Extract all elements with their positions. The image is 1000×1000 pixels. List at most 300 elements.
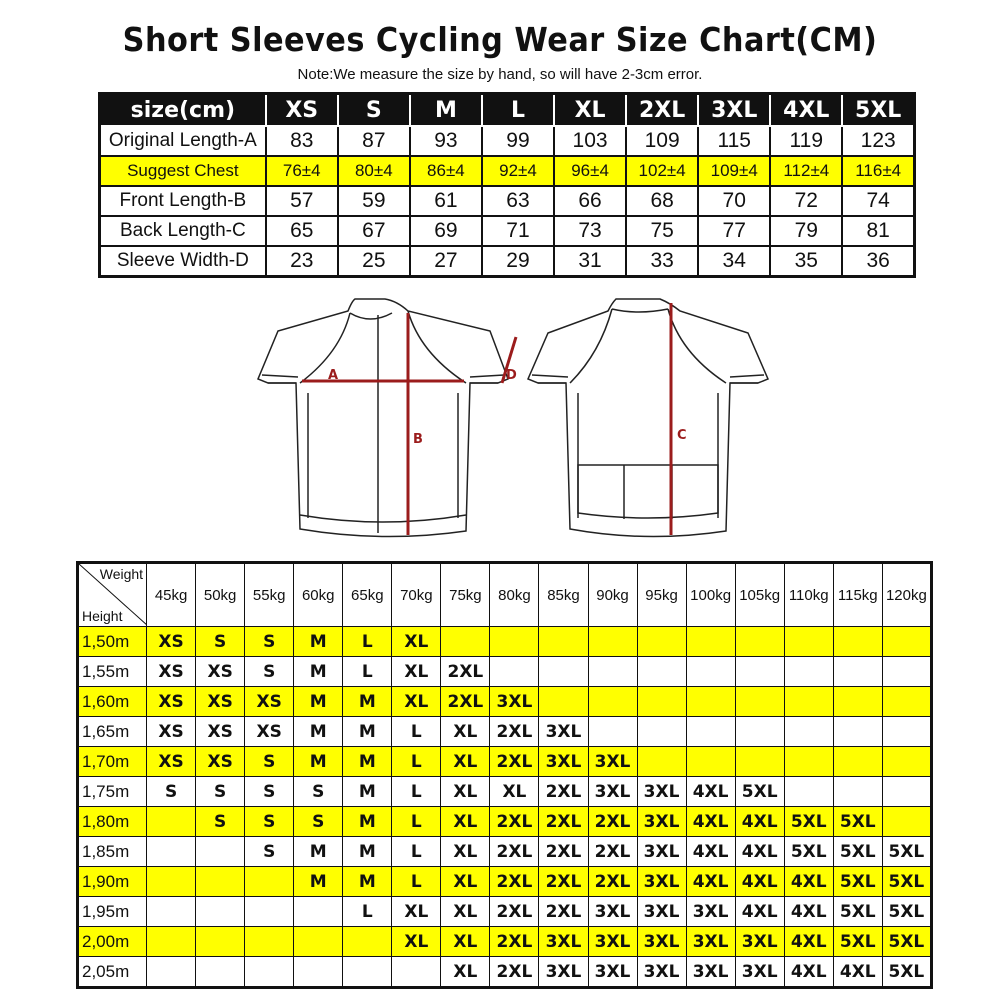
size-recommendation-cell bbox=[588, 657, 637, 687]
size-recommendation-cell: 4XL bbox=[784, 957, 833, 988]
weight-header-cell: 45kg bbox=[147, 563, 196, 627]
measurement-value: 66 bbox=[554, 186, 626, 216]
size-recommendation-cell: 2XL bbox=[490, 747, 539, 777]
size-recommendation-cell bbox=[490, 657, 539, 687]
size-header-cell: XS bbox=[266, 94, 338, 127]
measurement-value: 112±4 bbox=[770, 156, 842, 186]
height-label: 1,50m bbox=[78, 627, 147, 657]
size-recommendation-cell: L bbox=[392, 837, 441, 867]
size-recommendation-cell bbox=[784, 687, 833, 717]
size-recommendation-cell: 5XL bbox=[882, 927, 931, 957]
size-recommendation-cell bbox=[882, 777, 931, 807]
size-recommendation-cell bbox=[686, 627, 735, 657]
size-recommendation-cell: L bbox=[343, 897, 392, 927]
measurement-value: 79 bbox=[770, 216, 842, 246]
size-recommendation-cell: 3XL bbox=[637, 957, 686, 988]
size-recommendation-cell: 3XL bbox=[588, 777, 637, 807]
size-recommendation-cell bbox=[784, 747, 833, 777]
measurement-value: 33 bbox=[626, 246, 698, 277]
weight-header-cell: 85kg bbox=[539, 563, 588, 627]
height-weight-fit-table bbox=[76, 561, 933, 989]
size-recommendation-cell bbox=[637, 747, 686, 777]
size-recommendation-cell: XS bbox=[245, 717, 294, 747]
size-header-label: size(cm) bbox=[100, 94, 266, 127]
front-jersey-outline bbox=[258, 299, 508, 537]
size-recommendation-cell: 2XL bbox=[490, 867, 539, 897]
size-recommendation-cell: M bbox=[343, 837, 392, 867]
measurement-value: 123 bbox=[842, 126, 914, 156]
size-recommendation-cell bbox=[147, 897, 196, 927]
size-recommendation-cell: 3XL bbox=[588, 957, 637, 988]
size-recommendation-cell bbox=[882, 807, 931, 837]
size-recommendation-cell: 4XL bbox=[686, 867, 735, 897]
measurement-value: 29 bbox=[482, 246, 554, 277]
height-label: 1,85m bbox=[78, 837, 147, 867]
measurement-value: 63 bbox=[482, 186, 554, 216]
size-recommendation-cell: XS bbox=[245, 687, 294, 717]
measurement-label: Original Length-A bbox=[100, 126, 266, 156]
size-recommendation-cell: 2XL bbox=[490, 927, 539, 957]
size-recommendation-cell: 4XL bbox=[784, 867, 833, 897]
size-measurement-table bbox=[98, 92, 916, 278]
size-recommendation-cell: XL bbox=[490, 777, 539, 807]
size-recommendation-cell: 5XL bbox=[784, 837, 833, 867]
weight-header-cell: 95kg bbox=[637, 563, 686, 627]
size-recommendation-cell: 3XL bbox=[686, 957, 735, 988]
chart-title: Short Sleeves Cycling Wear Size Chart(CM) bbox=[122, 20, 878, 59]
size-recommendation-cell: XL bbox=[441, 927, 490, 957]
size-recommendation-cell: 2XL bbox=[539, 777, 588, 807]
weight-header-cell: 75kg bbox=[441, 563, 490, 627]
measurement-note: Note:We measure the size by hand, so will have 2-3cm error. bbox=[297, 66, 703, 83]
fit-table-row bbox=[78, 717, 932, 747]
size-recommendation-cell bbox=[735, 747, 784, 777]
measurement-value: 109 bbox=[626, 126, 698, 156]
size-recommendation-cell bbox=[882, 687, 931, 717]
size-recommendation-cell: 2XL bbox=[588, 867, 637, 897]
size-recommendation-cell: S bbox=[245, 777, 294, 807]
size-recommendation-cell: 2XL bbox=[539, 837, 588, 867]
size-recommendation-cell: 2XL bbox=[490, 957, 539, 988]
size-recommendation-cell bbox=[294, 927, 343, 957]
size-recommendation-cell: S bbox=[147, 777, 196, 807]
size-recommendation-cell: 2XL bbox=[539, 807, 588, 837]
size-table-header bbox=[100, 94, 915, 127]
size-recommendation-cell: XL bbox=[392, 897, 441, 927]
measurement-value: 92±4 bbox=[482, 156, 554, 186]
measurement-value: 23 bbox=[266, 246, 338, 277]
size-recommendation-cell: M bbox=[343, 717, 392, 747]
measurement-value: 83 bbox=[266, 126, 338, 156]
fit-table-row bbox=[78, 657, 932, 687]
size-recommendation-cell bbox=[637, 687, 686, 717]
size-recommendation-cell bbox=[784, 777, 833, 807]
measurement-value: 35 bbox=[770, 246, 842, 277]
weight-header-cell: 120kg bbox=[882, 563, 931, 627]
size-recommendation-cell bbox=[245, 957, 294, 988]
size-recommendation-cell: 5XL bbox=[882, 957, 931, 988]
size-header-cell: 5XL bbox=[842, 94, 914, 127]
fit-table-row bbox=[78, 777, 932, 807]
size-recommendation-cell: 2XL bbox=[588, 837, 637, 867]
size-recommendation-cell: XS bbox=[196, 687, 245, 717]
size-recommendation-cell: L bbox=[392, 807, 441, 837]
size-recommendation-cell bbox=[637, 627, 686, 657]
fit-table-row bbox=[78, 687, 932, 717]
size-recommendation-cell: S bbox=[245, 807, 294, 837]
size-recommendation-cell bbox=[882, 657, 931, 687]
size-header-cell: M bbox=[410, 94, 482, 127]
measurement-value: 99 bbox=[482, 126, 554, 156]
size-table-row bbox=[100, 156, 915, 186]
measurement-value: 86±4 bbox=[410, 156, 482, 186]
size-recommendation-cell bbox=[392, 957, 441, 988]
height-axis-label: Height bbox=[82, 608, 123, 624]
size-recommendation-cell bbox=[196, 957, 245, 988]
size-recommendation-cell: 2XL bbox=[441, 687, 490, 717]
size-recommendation-cell: XL bbox=[441, 957, 490, 988]
label-b: B bbox=[413, 432, 423, 447]
size-recommendation-cell: 3XL bbox=[637, 837, 686, 867]
weight-header-cell: 80kg bbox=[490, 563, 539, 627]
size-recommendation-cell: XL bbox=[392, 627, 441, 657]
size-recommendation-cell: 2XL bbox=[588, 807, 637, 837]
label-c: C bbox=[677, 428, 687, 443]
size-recommendation-cell: 5XL bbox=[833, 807, 882, 837]
size-recommendation-cell bbox=[196, 927, 245, 957]
measurement-value: 115 bbox=[698, 126, 770, 156]
size-recommendation-cell bbox=[245, 867, 294, 897]
height-label: 1,95m bbox=[78, 897, 147, 927]
size-recommendation-cell: 4XL bbox=[686, 777, 735, 807]
height-label: 2,00m bbox=[78, 927, 147, 957]
size-recommendation-cell bbox=[784, 717, 833, 747]
size-recommendation-cell: 2XL bbox=[539, 867, 588, 897]
size-recommendation-cell: 5XL bbox=[833, 867, 882, 897]
measurement-value: 71 bbox=[482, 216, 554, 246]
size-recommendation-cell: 3XL bbox=[539, 957, 588, 988]
measurement-value: 59 bbox=[338, 186, 410, 216]
fit-table-row bbox=[78, 927, 932, 957]
size-recommendation-cell: L bbox=[392, 777, 441, 807]
fit-table-row bbox=[78, 837, 932, 867]
size-recommendation-cell: M bbox=[294, 687, 343, 717]
size-recommendation-cell: M bbox=[294, 627, 343, 657]
measurement-value: 68 bbox=[626, 186, 698, 216]
measurement-value: 73 bbox=[554, 216, 626, 246]
size-recommendation-cell: 3XL bbox=[539, 717, 588, 747]
measurement-value: 77 bbox=[698, 216, 770, 246]
size-header-cell: S bbox=[338, 94, 410, 127]
size-recommendation-cell: S bbox=[245, 747, 294, 777]
size-recommendation-cell: XL bbox=[441, 837, 490, 867]
size-recommendation-cell: 4XL bbox=[735, 837, 784, 867]
measurement-value: 116±4 bbox=[842, 156, 914, 186]
size-recommendation-cell bbox=[245, 927, 294, 957]
size-recommendation-cell: 5XL bbox=[833, 897, 882, 927]
back-jersey-outline bbox=[528, 299, 768, 537]
size-recommendation-cell bbox=[147, 837, 196, 867]
measurement-value: 75 bbox=[626, 216, 698, 246]
size-recommendation-cell bbox=[637, 657, 686, 687]
size-recommendation-cell: S bbox=[245, 837, 294, 867]
size-recommendation-cell: 2XL bbox=[490, 897, 539, 927]
size-recommendation-cell: XS bbox=[147, 747, 196, 777]
size-recommendation-cell bbox=[490, 627, 539, 657]
size-recommendation-cell: XS bbox=[147, 717, 196, 747]
size-recommendation-cell: 3XL bbox=[490, 687, 539, 717]
size-recommendation-cell bbox=[882, 717, 931, 747]
size-recommendation-cell: 3XL bbox=[686, 927, 735, 957]
size-recommendation-cell bbox=[196, 867, 245, 897]
size-recommendation-cell bbox=[147, 957, 196, 988]
jersey-diagram bbox=[240, 293, 780, 543]
size-recommendation-cell: 4XL bbox=[686, 807, 735, 837]
size-recommendation-cell: S bbox=[245, 657, 294, 687]
size-recommendation-cell: 5XL bbox=[882, 837, 931, 867]
weight-header-cell: 55kg bbox=[245, 563, 294, 627]
fit-table-row bbox=[78, 867, 932, 897]
size-recommendation-cell bbox=[833, 687, 882, 717]
size-recommendation-cell: 4XL bbox=[686, 837, 735, 867]
size-recommendation-cell: S bbox=[196, 777, 245, 807]
size-recommendation-cell: 5XL bbox=[784, 807, 833, 837]
size-recommendation-cell: 3XL bbox=[735, 957, 784, 988]
label-a: A bbox=[328, 368, 339, 383]
fit-table-row bbox=[78, 807, 932, 837]
measurement-value: 87 bbox=[338, 126, 410, 156]
size-recommendation-cell bbox=[343, 927, 392, 957]
fit-table-row bbox=[78, 957, 932, 988]
measurement-value: 72 bbox=[770, 186, 842, 216]
measurement-value: 93 bbox=[410, 126, 482, 156]
size-recommendation-cell bbox=[147, 807, 196, 837]
size-recommendation-cell: 3XL bbox=[539, 747, 588, 777]
measurement-value: 74 bbox=[842, 186, 914, 216]
measurement-value: 70 bbox=[698, 186, 770, 216]
weight-header-cell: 100kg bbox=[686, 563, 735, 627]
height-label: 1,70m bbox=[78, 747, 147, 777]
size-recommendation-cell: 5XL bbox=[735, 777, 784, 807]
size-recommendation-cell bbox=[735, 657, 784, 687]
size-recommendation-cell: 3XL bbox=[588, 927, 637, 957]
size-recommendation-cell: XL bbox=[441, 807, 490, 837]
size-recommendation-cell: S bbox=[196, 807, 245, 837]
size-recommendation-cell: M bbox=[294, 867, 343, 897]
size-recommendation-cell bbox=[882, 627, 931, 657]
size-table-row bbox=[100, 126, 915, 156]
weight-header-row bbox=[78, 563, 932, 627]
size-recommendation-cell bbox=[294, 957, 343, 988]
size-recommendation-cell: 3XL bbox=[637, 777, 686, 807]
size-recommendation-cell: 3XL bbox=[686, 897, 735, 927]
size-recommendation-cell: S bbox=[294, 777, 343, 807]
size-recommendation-cell bbox=[147, 867, 196, 897]
size-recommendation-cell: L bbox=[392, 717, 441, 747]
measurement-value: 103 bbox=[554, 126, 626, 156]
size-recommendation-cell: 4XL bbox=[784, 927, 833, 957]
size-recommendation-cell: 2XL bbox=[539, 897, 588, 927]
weight-header-cell: 105kg bbox=[735, 563, 784, 627]
size-recommendation-cell bbox=[588, 717, 637, 747]
size-recommendation-cell: 5XL bbox=[882, 867, 931, 897]
size-recommendation-cell: XS bbox=[147, 627, 196, 657]
size-recommendation-cell: XL bbox=[392, 927, 441, 957]
size-recommendation-cell bbox=[147, 927, 196, 957]
size-recommendation-cell: 3XL bbox=[539, 927, 588, 957]
measurement-value: 25 bbox=[338, 246, 410, 277]
weight-header-cell: 115kg bbox=[833, 563, 882, 627]
size-recommendation-cell bbox=[833, 717, 882, 747]
measurement-label: Back Length-C bbox=[100, 216, 266, 246]
size-recommendation-cell: M bbox=[343, 777, 392, 807]
size-recommendation-cell: M bbox=[294, 837, 343, 867]
size-recommendation-cell: S bbox=[294, 807, 343, 837]
size-recommendation-cell: XL bbox=[392, 657, 441, 687]
weight-header-cell: 65kg bbox=[343, 563, 392, 627]
size-recommendation-cell: XL bbox=[441, 747, 490, 777]
size-header-cell: 2XL bbox=[626, 94, 698, 127]
size-recommendation-cell: 3XL bbox=[637, 867, 686, 897]
size-recommendation-cell: L bbox=[392, 747, 441, 777]
size-recommendation-cell: 4XL bbox=[833, 957, 882, 988]
measurement-value: 31 bbox=[554, 246, 626, 277]
size-recommendation-cell bbox=[294, 897, 343, 927]
fit-table-row bbox=[78, 747, 932, 777]
height-label: 1,55m bbox=[78, 657, 147, 687]
measurement-value: 109±4 bbox=[698, 156, 770, 186]
size-recommendation-cell bbox=[588, 627, 637, 657]
measurement-value: 119 bbox=[770, 126, 842, 156]
measurement-value: 96±4 bbox=[554, 156, 626, 186]
weight-header-cell: 70kg bbox=[392, 563, 441, 627]
size-recommendation-cell bbox=[539, 687, 588, 717]
height-label: 1,80m bbox=[78, 807, 147, 837]
measurement-value: 80±4 bbox=[338, 156, 410, 186]
size-recommendation-cell bbox=[686, 687, 735, 717]
size-recommendation-cell bbox=[784, 657, 833, 687]
measurement-label: Front Length-B bbox=[100, 186, 266, 216]
size-recommendation-cell: XS bbox=[196, 717, 245, 747]
measurement-value: 81 bbox=[842, 216, 914, 246]
size-recommendation-cell: XL bbox=[441, 717, 490, 747]
size-recommendation-cell bbox=[637, 717, 686, 747]
size-recommendation-cell: S bbox=[245, 627, 294, 657]
weight-header-cell: 60kg bbox=[294, 563, 343, 627]
size-recommendation-cell bbox=[735, 717, 784, 747]
size-recommendation-cell: XL bbox=[392, 687, 441, 717]
size-recommendation-cell: 3XL bbox=[588, 747, 637, 777]
height-label: 2,05m bbox=[78, 957, 147, 988]
size-recommendation-cell bbox=[735, 627, 784, 657]
weight-axis-label: Weight bbox=[99, 566, 144, 582]
size-recommendation-cell: XS bbox=[196, 747, 245, 777]
size-recommendation-cell bbox=[686, 717, 735, 747]
size-recommendation-cell: 4XL bbox=[735, 867, 784, 897]
size-recommendation-cell: XL bbox=[441, 867, 490, 897]
size-recommendation-cell: XL bbox=[441, 897, 490, 927]
size-recommendation-cell bbox=[343, 957, 392, 988]
measurement-value: 67 bbox=[338, 216, 410, 246]
size-recommendation-cell: XS bbox=[147, 687, 196, 717]
size-recommendation-cell bbox=[833, 627, 882, 657]
size-recommendation-cell bbox=[196, 897, 245, 927]
size-recommendation-cell bbox=[833, 657, 882, 687]
size-recommendation-cell bbox=[245, 897, 294, 927]
size-recommendation-cell bbox=[588, 687, 637, 717]
size-recommendation-cell: L bbox=[343, 657, 392, 687]
size-recommendation-cell: 4XL bbox=[735, 807, 784, 837]
size-recommendation-cell: 2XL bbox=[490, 837, 539, 867]
measurement-value: 57 bbox=[266, 186, 338, 216]
label-d: D bbox=[506, 368, 517, 383]
size-recommendation-cell: M bbox=[294, 747, 343, 777]
size-recommendation-cell: M bbox=[294, 657, 343, 687]
size-recommendation-cell: XS bbox=[196, 657, 245, 687]
size-recommendation-cell: 4XL bbox=[735, 897, 784, 927]
weight-header-cell: 50kg bbox=[196, 563, 245, 627]
weight-header-cell: 110kg bbox=[784, 563, 833, 627]
measurement-value: 36 bbox=[842, 246, 914, 277]
size-recommendation-cell: L bbox=[343, 627, 392, 657]
measurement-value: 65 bbox=[266, 216, 338, 246]
measurement-value: 34 bbox=[698, 246, 770, 277]
size-recommendation-cell bbox=[686, 747, 735, 777]
size-recommendation-cell: M bbox=[343, 687, 392, 717]
size-recommendation-cell: M bbox=[343, 867, 392, 897]
size-recommendation-cell: S bbox=[196, 627, 245, 657]
size-recommendation-cell: 5XL bbox=[833, 927, 882, 957]
measurement-value: 102±4 bbox=[626, 156, 698, 186]
size-recommendation-cell: 3XL bbox=[637, 897, 686, 927]
size-recommendation-cell: 4XL bbox=[784, 897, 833, 927]
measurement-label: Suggest Chest bbox=[100, 156, 266, 186]
fit-table-row bbox=[78, 627, 932, 657]
measurement-label: Sleeve Width-D bbox=[100, 246, 266, 277]
size-recommendation-cell bbox=[784, 627, 833, 657]
height-label: 1,75m bbox=[78, 777, 147, 807]
size-header-cell: XL bbox=[554, 94, 626, 127]
size-table-row bbox=[100, 246, 915, 277]
size-recommendation-cell: 3XL bbox=[637, 927, 686, 957]
measurement-value: 61 bbox=[410, 186, 482, 216]
size-recommendation-cell: XL bbox=[441, 777, 490, 807]
size-recommendation-cell: L bbox=[392, 867, 441, 897]
measurement-value: 76±4 bbox=[266, 156, 338, 186]
corner-cell bbox=[78, 563, 147, 627]
size-recommendation-cell bbox=[196, 837, 245, 867]
size-recommendation-cell: 3XL bbox=[735, 927, 784, 957]
size-recommendation-cell bbox=[735, 687, 784, 717]
measurement-value: 27 bbox=[410, 246, 482, 277]
size-recommendation-cell: 3XL bbox=[637, 807, 686, 837]
size-recommendation-cell bbox=[539, 627, 588, 657]
size-recommendation-cell bbox=[441, 627, 490, 657]
size-recommendation-cell: 2XL bbox=[490, 807, 539, 837]
size-recommendation-cell bbox=[686, 657, 735, 687]
size-table-row bbox=[100, 186, 915, 216]
size-recommendation-cell: XS bbox=[147, 657, 196, 687]
size-header-cell: 3XL bbox=[698, 94, 770, 127]
height-label: 1,90m bbox=[78, 867, 147, 897]
size-recommendation-cell bbox=[833, 747, 882, 777]
size-recommendation-cell: 2XL bbox=[441, 657, 490, 687]
size-recommendation-cell: M bbox=[343, 807, 392, 837]
weight-header-cell: 90kg bbox=[588, 563, 637, 627]
height-label: 1,65m bbox=[78, 717, 147, 747]
size-recommendation-cell: M bbox=[343, 747, 392, 777]
size-header-cell: L bbox=[482, 94, 554, 127]
